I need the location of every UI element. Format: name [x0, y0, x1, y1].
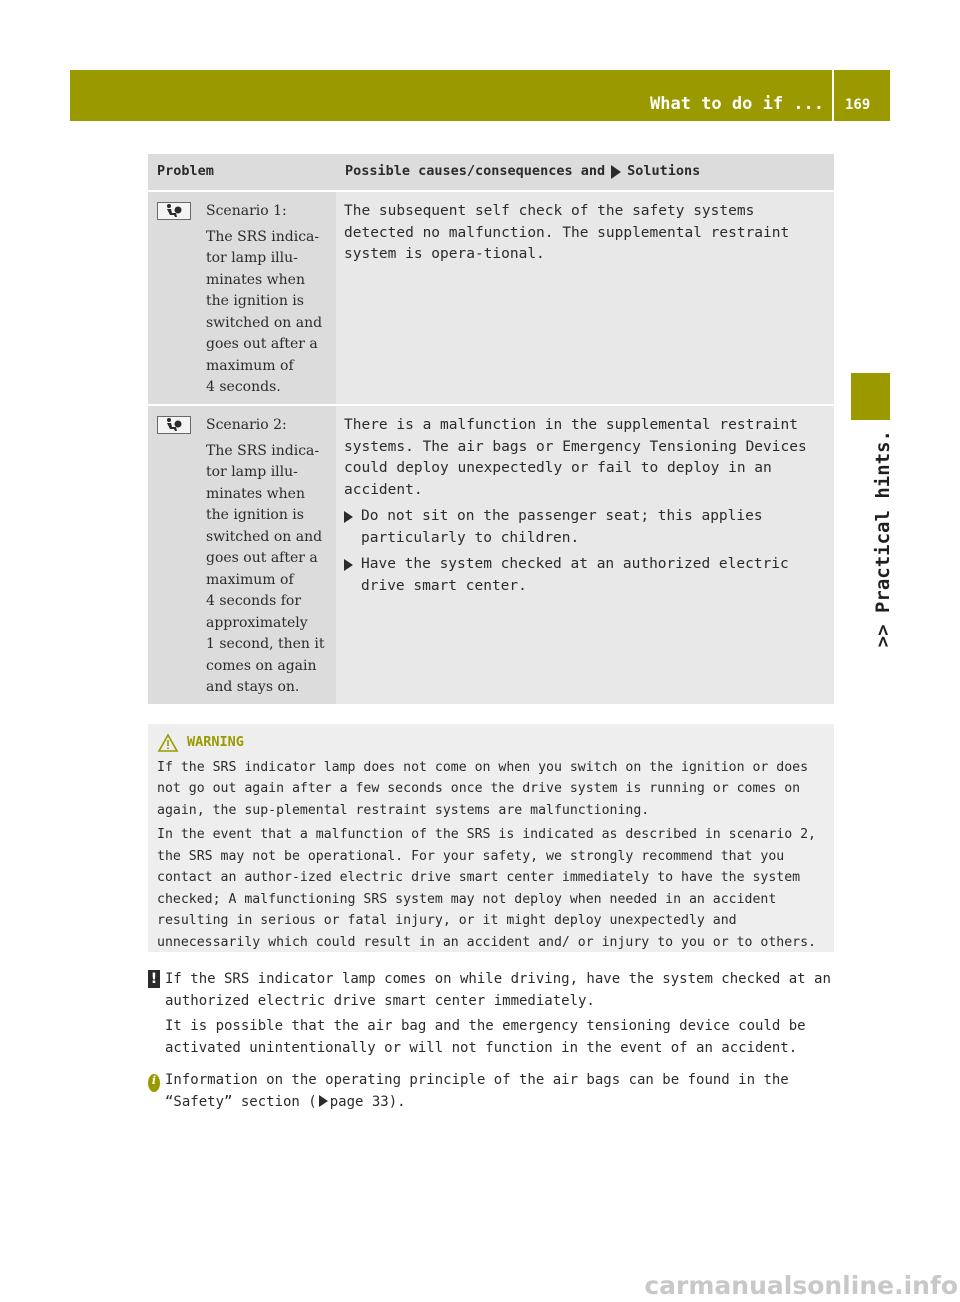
table-row — [148, 404, 834, 704]
scenario-title: Scenario 1: — [206, 203, 287, 219]
table-header — [148, 154, 834, 190]
column-header-solutions: Possible causes/consequences and Solutions — [345, 163, 701, 180]
warning-box — [148, 724, 834, 952]
problem-cell — [148, 406, 336, 704]
airbag-warning-icon — [157, 202, 191, 220]
warning-triangle-icon — [157, 733, 179, 753]
troubleshooting-table — [148, 154, 834, 704]
airbag-warning-icon — [157, 416, 191, 434]
arrow-right-icon — [611, 165, 621, 179]
notice-paragraph: If the SRS indicator lamp comes on while driving, have the system checked at an authorized electric drive smart center immediately. — [165, 971, 831, 1009]
side-section-label: >> Practical hints. — [871, 430, 894, 648]
warning-paragraph: In the event that a malfunction of the SRS is indicated as described in scenario 2, the SRS may not be operational. For your safety, we strongly recommend that you contact an author-ized electric drive smart center immediately to have the system checked; A malfunctioning SRS system may not deploy when needed in an accident resulting in serious or fatal injury, or it might deploy unexpectedly and unnecessarily which could result in an accident and/ or injury to you or to others. — [157, 827, 816, 950]
solution-step: Have the system checked at an authorized electric drive smart center. — [344, 554, 826, 597]
side-tab — [851, 373, 890, 420]
solution-text: The subsequent self check of the safety systems detected no malfunction. The supplemental restraint system is opera-tional. — [344, 203, 790, 262]
step-arrow-icon — [344, 559, 353, 571]
solution-cell — [336, 406, 834, 704]
warning-heading: WARNING — [157, 732, 826, 754]
page-title: What to do if ... — [650, 94, 824, 114]
problem-cell — [148, 192, 336, 404]
airbag-warning-icon-graphic — [158, 203, 190, 219]
info-block: i Information on the operating principle of the air bags can be found in the “Safety” section ( page 33). — [148, 1070, 838, 1117]
page-number: 169 — [845, 97, 871, 113]
notice-paragraph: It is possible that the air bag and the emergency tensioning device could be activated unintentionally or will not function in the event of an accident. — [165, 1018, 806, 1056]
scenario-title: Scenario 2: — [206, 417, 287, 433]
exclamation-icon: ! — [148, 970, 160, 988]
solution-text: There is a malfunction in the supplemental restraint systems. The air bags or Emergency Tensioning Devices could deploy unexpectedly or fail to deploy in an accident. — [344, 417, 807, 498]
column-header-problem: Problem — [157, 163, 214, 180]
notice-block — [148, 969, 838, 1063]
warning-paragraph: If the SRS indicator lamp does not come on when you switch on the ignition or does not go out again after a few seconds once the drive system is running or comes on again, the sup-plemental restraint systems are malfunctioning. — [157, 759, 809, 818]
watermark: carmanualsonline.info — [644, 1271, 958, 1300]
page-reference-link[interactable]: page 33 — [329, 1093, 389, 1110]
table-row — [148, 190, 834, 404]
page-reference-icon — [319, 1095, 328, 1107]
solution-cell — [336, 192, 834, 404]
airbag-warning-icon-graphic — [158, 417, 190, 433]
info-icon: i — [148, 1074, 160, 1092]
problem-description: The SRS indica- tor lamp illu- minates when the ignition is switched on and goes out after a maximum of 4 seconds. — [206, 228, 323, 395]
header-divider — [832, 70, 834, 121]
step-arrow-icon — [344, 511, 353, 523]
solution-step: Do not sit on the passenger seat; this applies particularly to children. — [344, 506, 826, 549]
problem-description: The SRS indica- tor lamp illu- minates when the ignition is switched on and goes out after a maximum of 4 seconds for approximately 1 second, then it comes on again and stays on. — [206, 442, 325, 695]
